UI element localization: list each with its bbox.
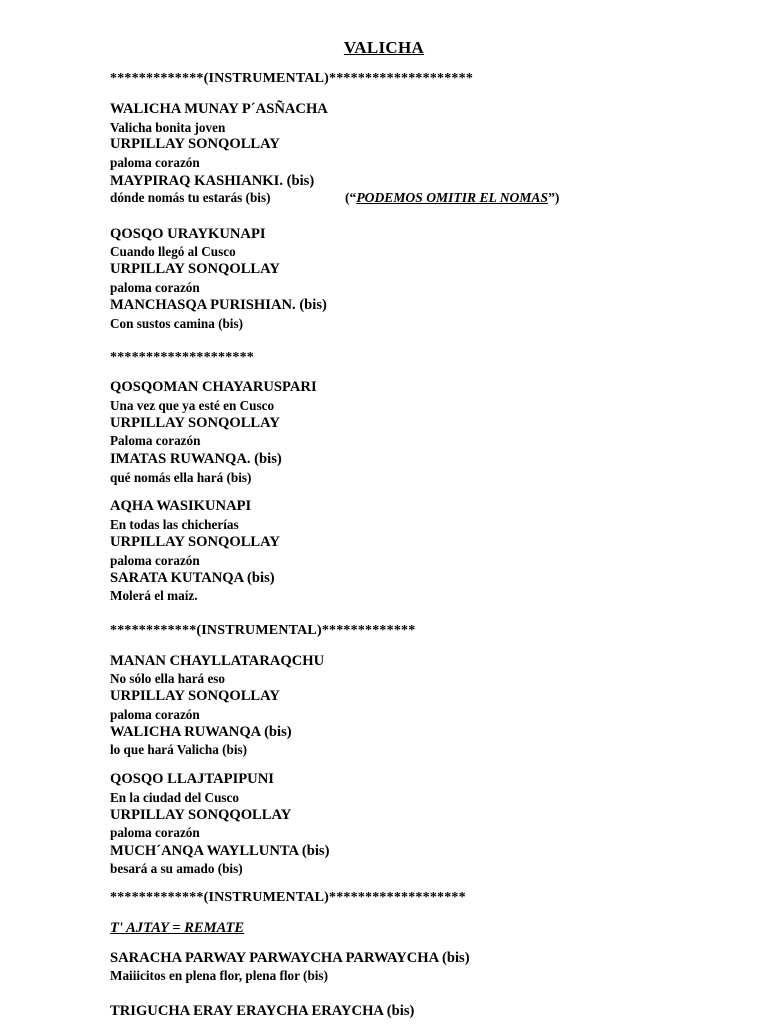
verse-line-spanish: besará a su amado (bis): [110, 861, 243, 876]
verse-line-spanish: paloma corazón: [110, 155, 200, 170]
verse-line-spanish: Cuando llegó al Cusco: [110, 244, 236, 259]
verse-line-spanish: Una vez que ya esté en Cusco: [110, 398, 275, 413]
performance-note: [345, 189, 559, 207]
instrumental-marker: *************(INSTRUMENTAL)********************: [110, 71, 474, 86]
verse-line-quechua: MUCH´ANQA WAYLLUNTA (bis): [110, 843, 330, 859]
verse-line-spanish: En todas las chicherías: [110, 517, 239, 532]
verse-line-quechua: SARACHA PARWAY PARWAYCHA PARWAYCHA (bis): [110, 950, 470, 966]
verse-line-spanish: Paloma corazón: [110, 433, 201, 448]
verse-line-quechua: WALICHA MUNAY P´ASÑACHA: [110, 101, 328, 117]
instrumental-marker: ************(INSTRUMENTAL)*************: [110, 623, 416, 638]
verse-line-spanish: paloma corazón: [110, 553, 200, 568]
verse-line-quechua: URPILLAY SONQOLLAY: [110, 136, 280, 152]
verse-line-spanish: qué nomás ella hará (bis): [110, 470, 252, 485]
verse-line-spanish: paloma corazón: [110, 707, 200, 722]
song-title: VALICHA: [343, 38, 425, 57]
verse-line-quechua: QOSQOMAN CHAYARUSPARI: [110, 379, 317, 395]
verse-line-quechua: URPILLAY SONQQOLLAY: [110, 807, 292, 823]
verse-line-quechua: WALICHA RUWANQA (bis): [110, 724, 292, 740]
verse-line-quechua: URPILLAY SONQOLLAY: [110, 534, 280, 550]
remate-heading: T' AJTAY = REMATE: [110, 920, 245, 936]
verse-line-quechua: QOSQO URAYKUNAPI: [110, 226, 266, 242]
note-text: PODEMOS OMITIR EL NOMAS: [356, 190, 549, 205]
instrumental-marker: *************(INSTRUMENTAL)*******************: [110, 890, 466, 905]
note-open: (“: [345, 190, 357, 205]
verse-line-quechua: AQHA WASIKUNAPI: [110, 498, 252, 514]
verse-line-quechua: TRIGUCHA ERAY ERAYCHA ERAYCHA (bis): [110, 1003, 415, 1019]
verse-line-spanish: paloma corazón: [110, 825, 200, 840]
verse-line-spanish: No sólo ella hará eso: [110, 671, 226, 686]
verse-line-spanish: Molerá el maíz.: [110, 588, 198, 603]
stars-divider: ********************: [110, 350, 254, 365]
verse-line-quechua: URPILLAY SONQOLLAY: [110, 415, 280, 431]
verse-line-quechua: MAYPIRAQ KASHIANKI. (bis): [110, 173, 315, 189]
verse-line-quechua: IMATAS RUWANQA. (bis): [110, 451, 282, 467]
verse-line-quechua: URPILLAY SONQOLLAY: [110, 261, 280, 277]
verse-line-spanish: Con sustos camina (bis): [110, 316, 243, 331]
verse-line-spanish: lo que hará Valicha (bis): [110, 742, 248, 757]
verse-line-spanish: Maiiicitos en plena flor, plena flor (bis): [110, 968, 328, 983]
verse-line-quechua: MANCHASQA PURISHIAN. (bis): [110, 297, 327, 313]
verse-line-quechua: URPILLAY SONQOLLAY: [110, 688, 280, 704]
verse-line-quechua: SARATA KUTANQA (bis): [110, 570, 275, 586]
verse-line-spanish: dónde nomás tu estarás (bis): [110, 190, 271, 205]
verse-line-quechua: QOSQO LLAJTAPIPUNI: [110, 771, 274, 787]
note-close: ”): [548, 190, 560, 205]
verse-line-spanish: En la ciudad del Cusco: [110, 790, 239, 805]
verse-line-spanish: Valicha bonita joven: [110, 120, 226, 135]
verse-line-spanish: paloma corazón: [110, 280, 200, 295]
verse-line-quechua: MANAN CHAYLLATARAQCHU: [110, 653, 325, 669]
